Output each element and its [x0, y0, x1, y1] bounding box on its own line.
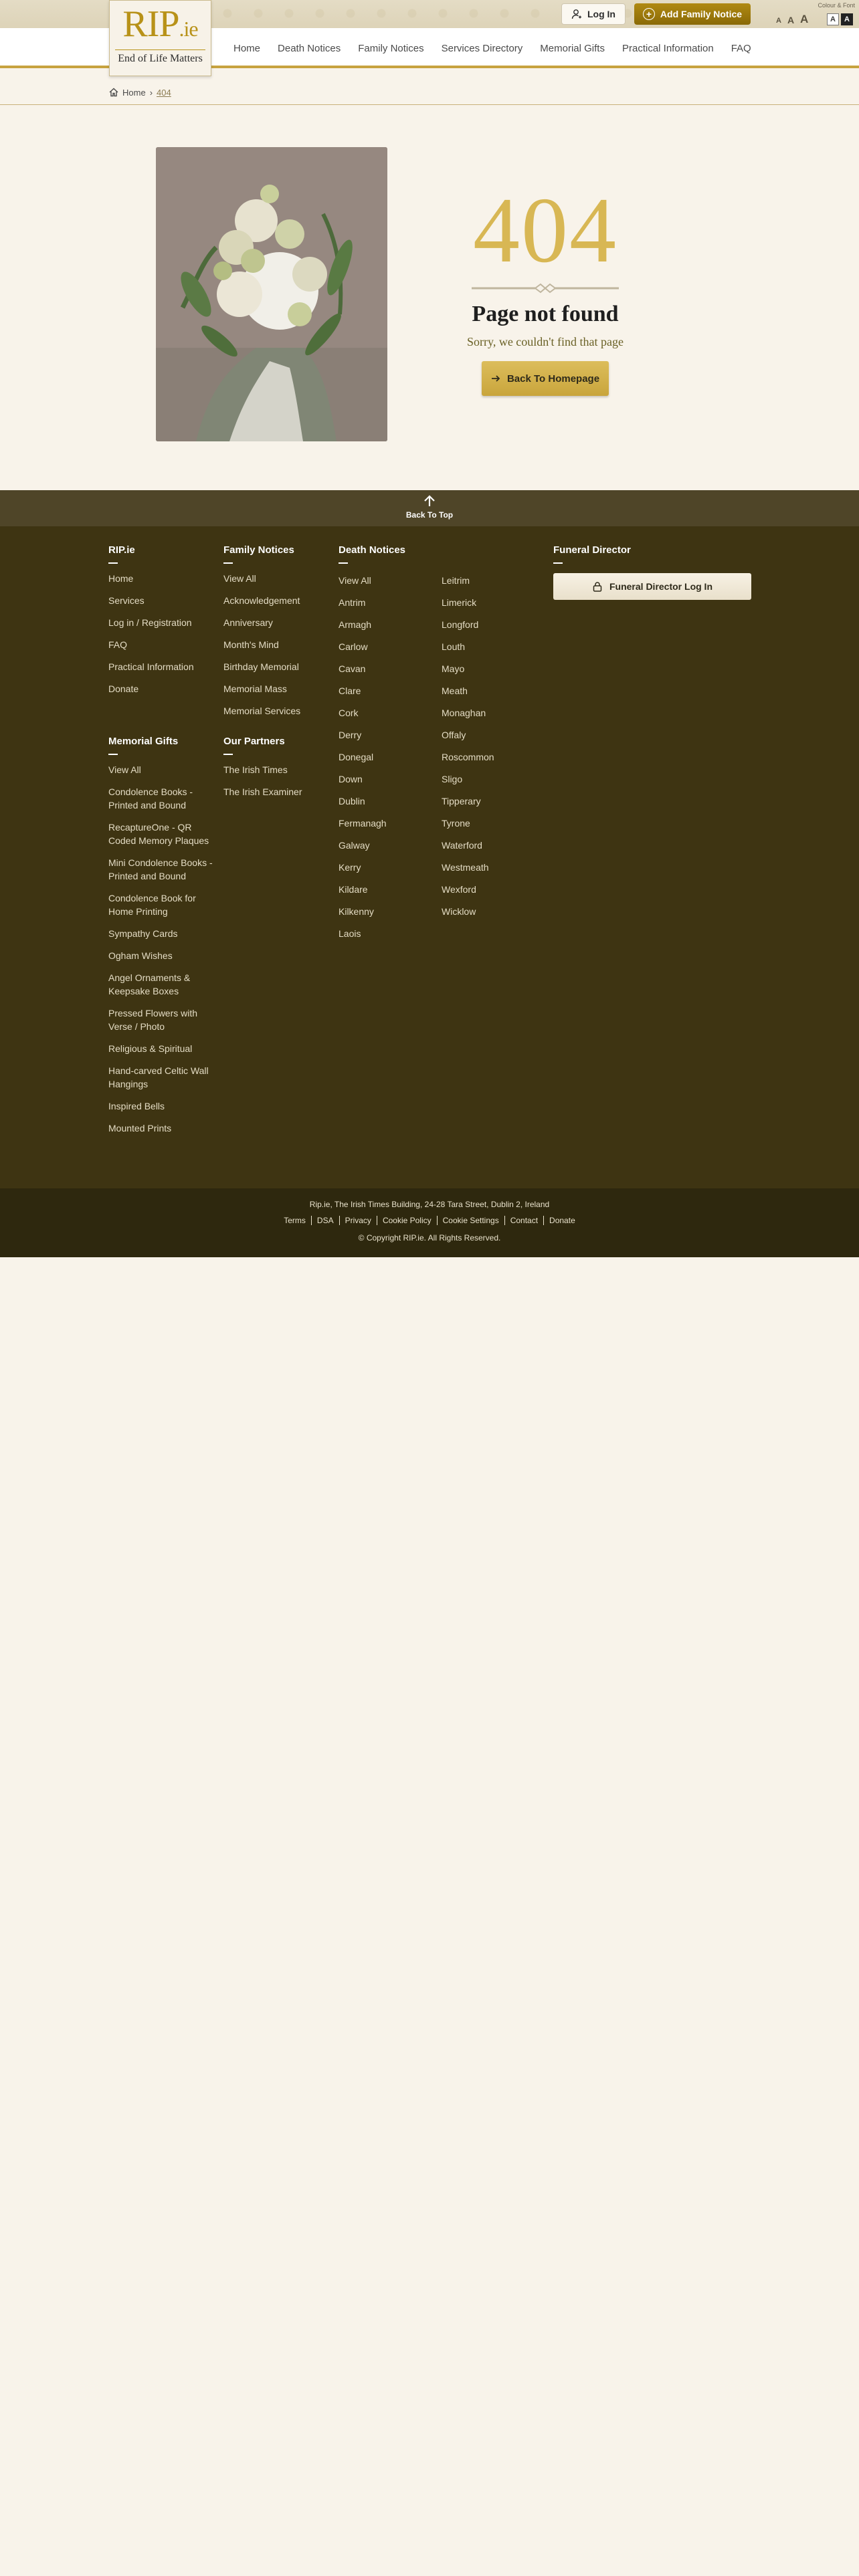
- death-notices-list-a: [339, 574, 439, 949]
- footer-link[interactable]: Home: [108, 573, 134, 584]
- county-link[interactable]: Dublin: [339, 796, 365, 807]
- legal-links: [0, 1216, 859, 1225]
- nav-death-notices[interactable]: Death Notices: [278, 42, 341, 54]
- copyright: © Copyright RIP.ie. All Rights Reserved.: [358, 1233, 501, 1243]
- county-link[interactable]: Kerry: [339, 862, 361, 873]
- county-link[interactable]: Westmeath: [442, 862, 489, 873]
- logo-tagline: End of Life Matters: [118, 53, 203, 64]
- county-link[interactable]: Kilkenny: [339, 906, 374, 917]
- footer-link[interactable]: The Irish Examiner: [223, 786, 302, 797]
- county-link[interactable]: Clare: [339, 685, 361, 696]
- footer-link[interactable]: Log in / Registration: [108, 617, 192, 628]
- footer-heading-ripie: RIP.ie: [108, 544, 135, 556]
- heading-underline: [223, 754, 233, 755]
- error-title: Page not found: [472, 302, 619, 326]
- footer-heading-memorial-gifts: Memorial Gifts: [108, 736, 179, 747]
- arrow-right-icon: [491, 374, 500, 383]
- county-link[interactable]: Down: [339, 774, 363, 784]
- font-size-large[interactable]: A: [800, 13, 809, 25]
- death-notices-list-b: [442, 574, 542, 927]
- error-subtitle: Sorry, we couldn't find that page: [466, 335, 624, 348]
- county-link[interactable]: Limerick: [442, 597, 477, 608]
- county-link[interactable]: Leitrim: [442, 575, 470, 586]
- county-link[interactable]: Cavan: [339, 663, 366, 674]
- heading-underline: [553, 562, 563, 564]
- county-link[interactable]: Armagh: [339, 619, 372, 630]
- footer-link[interactable]: Condolence Books - Printed and Bound: [108, 786, 193, 811]
- county-link[interactable]: Sligo: [442, 774, 463, 784]
- nav-services-directory[interactable]: Services Directory: [441, 42, 523, 54]
- footer-link[interactable]: Inspired Bells: [108, 1101, 165, 1111]
- footer-col-partners: [223, 736, 330, 807]
- legal-link-terms[interactable]: Terms: [284, 1216, 306, 1225]
- lock-icon: [592, 581, 603, 592]
- legal-link-cookie-settings[interactable]: Cookie Settings: [437, 1216, 504, 1225]
- footer-link[interactable]: Practical Information: [108, 661, 194, 672]
- breadcrumb: [109, 86, 171, 99]
- nav-practical-information[interactable]: Practical Information: [622, 42, 714, 54]
- accessibility-label: Colour & Font: [818, 2, 855, 9]
- accessibility-controls: [769, 2, 855, 26]
- add-family-notice-button[interactable]: [634, 3, 751, 25]
- footer-link[interactable]: Month's Mind: [223, 639, 279, 650]
- footer-link[interactable]: FAQ: [108, 639, 128, 650]
- contrast-light[interactable]: A: [827, 13, 839, 25]
- user-icon: [571, 9, 582, 19]
- county-link[interactable]: Antrim: [339, 597, 366, 608]
- plus-circle-icon: +: [643, 8, 655, 20]
- home-icon: [109, 88, 118, 97]
- site-footer: [0, 526, 859, 1188]
- footer-link[interactable]: Mounted Prints: [108, 1123, 172, 1134]
- add-notice-label: Add Family Notice: [660, 9, 743, 19]
- contrast-dark[interactable]: A: [841, 13, 853, 25]
- county-link[interactable]: Galway: [339, 840, 370, 851]
- legal-link-dsa[interactable]: DSA: [311, 1216, 339, 1225]
- company-address: Rip.ie, The Irish Times Building, 24-28 Tara Street, Dublin 2, Ireland: [309, 1200, 550, 1209]
- county-link[interactable]: Tyrone: [442, 818, 470, 829]
- footer-link[interactable]: Hand-carved Celtic Wall Hangings: [108, 1065, 209, 1089]
- footer-link[interactable]: Services: [108, 595, 145, 606]
- county-link[interactable]: Mayo: [442, 663, 465, 674]
- county-link[interactable]: Wexford: [442, 884, 476, 895]
- county-link[interactable]: Carlow: [339, 641, 368, 652]
- county-link[interactable]: Tipperary: [442, 796, 481, 807]
- logo-rule: [115, 49, 205, 50]
- breadcrumb-home[interactable]: Home: [122, 87, 146, 98]
- heading-underline: [108, 754, 118, 755]
- bouquet-illustration: [156, 147, 387, 441]
- footer-col-memorial-gifts: [108, 736, 215, 1144]
- footer-link[interactable]: Donate: [108, 683, 139, 694]
- heading-underline: [223, 562, 233, 564]
- footer-heading-death-notices: Death Notices: [339, 544, 406, 556]
- footer-heading-family-notices: Family Notices: [223, 544, 294, 556]
- nav-family-notices[interactable]: Family Notices: [358, 42, 424, 54]
- county-link[interactable]: Meath: [442, 685, 468, 696]
- county-link[interactable]: Offaly: [442, 730, 466, 740]
- county-link[interactable]: Laois: [339, 928, 361, 939]
- funeral-director-login-button[interactable]: [553, 573, 751, 600]
- legal-link-donate[interactable]: Donate: [543, 1216, 581, 1225]
- breadcrumb-current[interactable]: 404: [157, 87, 171, 98]
- footer-link[interactable]: Sympathy Cards: [108, 928, 178, 939]
- footer-link[interactable]: Pressed Flowers with Verse / Photo: [108, 1008, 198, 1032]
- county-link[interactable]: Monaghan: [442, 708, 486, 718]
- error-code: 404: [473, 179, 617, 282]
- footer-bottom: [0, 1188, 859, 1257]
- footer-link[interactable]: The Irish Times: [223, 764, 288, 775]
- footer-heading-funeral-director: Funeral Director: [553, 544, 631, 556]
- county-link[interactable]: Longford: [442, 619, 479, 630]
- county-link[interactable]: Fermanagh: [339, 818, 387, 829]
- county-link[interactable]: Kildare: [339, 884, 368, 895]
- footer-col-death-notices: [339, 544, 553, 939]
- footer-link[interactable]: Memorial Mass: [223, 683, 287, 694]
- footer-link[interactable]: View All: [108, 764, 141, 775]
- county-link[interactable]: Cork: [339, 708, 359, 718]
- footer-link[interactable]: Condolence Book for Home Printing: [108, 893, 196, 917]
- footer-col-family-notices: [223, 544, 330, 726]
- footer-link[interactable]: Acknowledgement: [223, 595, 300, 606]
- login-button[interactable]: [561, 3, 626, 25]
- legal-link-privacy[interactable]: Privacy: [339, 1216, 377, 1225]
- footer-link[interactable]: View All: [223, 573, 256, 584]
- back-to-homepage-button[interactable]: [482, 361, 609, 396]
- footer-col-funeral-director: [553, 544, 754, 572]
- nav-home[interactable]: Home: [233, 42, 261, 54]
- legal-link-contact[interactable]: Contact: [504, 1216, 543, 1225]
- back-to-homepage-label: Back To Homepage: [506, 372, 600, 385]
- login-label: Log In: [587, 9, 615, 19]
- flower-bouquet-image: [156, 147, 387, 441]
- footer-link[interactable]: RecaptureOne - QR Coded Memory Plaques: [108, 822, 209, 846]
- county-link[interactable]: Louth: [442, 641, 466, 652]
- county-link[interactable]: Wicklow: [442, 906, 476, 917]
- back-to-top-bar[interactable]: [0, 490, 859, 526]
- footer-link[interactable]: Ogham Wishes: [108, 950, 173, 961]
- site-logo[interactable]: [109, 0, 211, 76]
- county-link[interactable]: Waterford: [442, 840, 482, 851]
- footer-heading-partners: Our Partners: [223, 736, 285, 747]
- logo-wordmark: RIP.ie: [122, 3, 198, 45]
- nav-memorial-gifts[interactable]: Memorial Gifts: [540, 42, 605, 54]
- footer-link[interactable]: Mini Condolence Books - Printed and Bound: [108, 857, 213, 881]
- breadcrumb-separator-icon: ›: [149, 87, 153, 98]
- heading-underline: [339, 562, 348, 564]
- arrow-up-icon: [423, 494, 436, 508]
- footer-link[interactable]: Birthday Memorial: [223, 661, 299, 672]
- county-link[interactable]: View All: [339, 575, 371, 586]
- footer-link[interactable]: Religious & Spiritual: [108, 1043, 193, 1054]
- footer-link[interactable]: Angel Ornaments & Keepsake Boxes: [108, 972, 191, 996]
- error-panel: [428, 181, 662, 396]
- county-link[interactable]: Derry: [339, 730, 362, 740]
- county-link[interactable]: Roscommon: [442, 752, 494, 762]
- back-to-top-label: Back To Top: [405, 510, 454, 520]
- font-size-small[interactable]: A: [776, 17, 781, 25]
- footer-link[interactable]: Memorial Services: [223, 706, 301, 716]
- footer-col-ripie: [108, 544, 215, 704]
- ornament-divider-icon: [472, 282, 619, 294]
- county-link[interactable]: Donegal: [339, 752, 374, 762]
- main-nav: [225, 28, 760, 68]
- footer-link[interactable]: Anniversary: [223, 617, 273, 628]
- font-size-medium[interactable]: A: [787, 15, 795, 25]
- legal-link-cookie-policy[interactable]: Cookie Policy: [377, 1216, 437, 1225]
- nav-faq[interactable]: FAQ: [731, 42, 751, 54]
- funeral-director-login-label: Funeral Director Log In: [609, 581, 712, 592]
- breadcrumb-divider: [0, 104, 859, 105]
- heading-underline: [108, 562, 118, 564]
